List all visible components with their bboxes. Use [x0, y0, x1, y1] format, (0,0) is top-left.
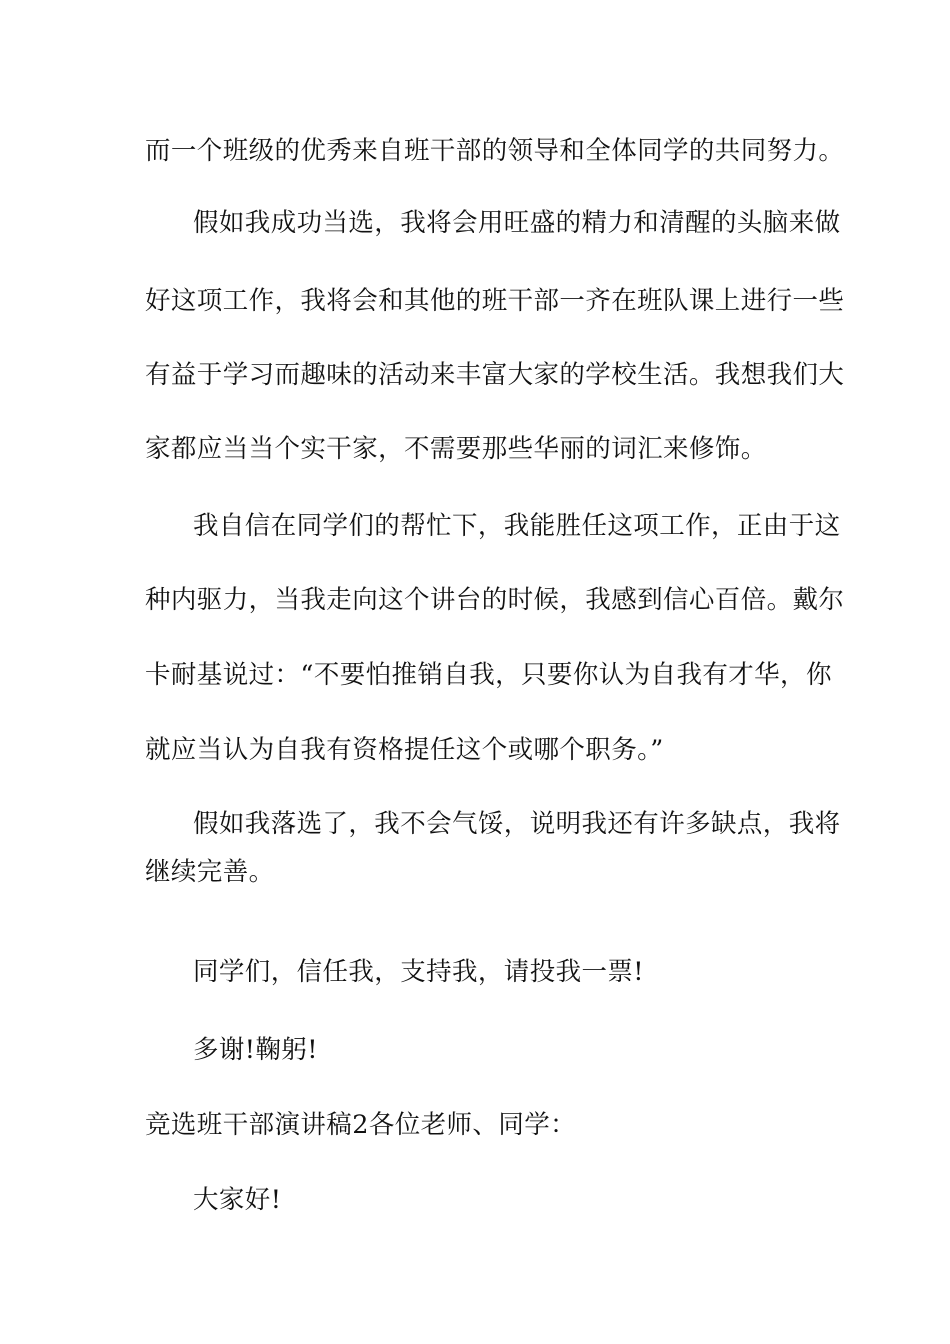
paragraph-line-7: 种内驱力，当我走向这个讲台的时候，我感到信心百倍。戴尔 — [145, 585, 845, 615]
paragraph-line-6: 我自信在同学们的帮忙下，我能胜任这项工作，正由于这 — [193, 511, 841, 541]
paragraph-line-2: 假如我成功当选，我将会用旺盛的精力和清醒的头脑来做 — [193, 208, 841, 238]
paragraph-line-13: 多谢!鞠躬! — [193, 1035, 318, 1065]
paragraph-line-15: 大家好! — [193, 1185, 282, 1215]
paragraph-line-12: 同学们，信任我，支持我，请投我一票! — [193, 957, 644, 987]
paragraph-line-4: 有益于学习而趣味的活动来丰富大家的学校生活。我想我们大 — [145, 360, 845, 390]
paragraph-line-1: 而一个班级的优秀来自班干部的领导和全体同学的共同努力。 — [145, 136, 845, 166]
paragraph-line-10: 假如我落选了，我不会气馁，说明我还有许多缺点，我将 — [193, 809, 841, 839]
paragraph-line-5: 家都应当当个实干家，不需要那些华丽的词汇来修饰。 — [145, 434, 767, 464]
section-heading-line: 竞选班干部演讲稿2各位老师、同学： — [145, 1110, 577, 1140]
paragraph-line-8: 卡耐基说过：“不要怕推销自我，只要你认为自我有才华，你 — [145, 660, 832, 690]
paragraph-line-11: 继续完善。 — [145, 857, 275, 887]
paragraph-line-9: 就应当认为自我有资格提任这个或哪个职务。” — [145, 735, 664, 765]
paragraph-line-3: 好这项工作，我将会和其他的班干部一齐在班队课上进行一些 — [145, 286, 845, 316]
